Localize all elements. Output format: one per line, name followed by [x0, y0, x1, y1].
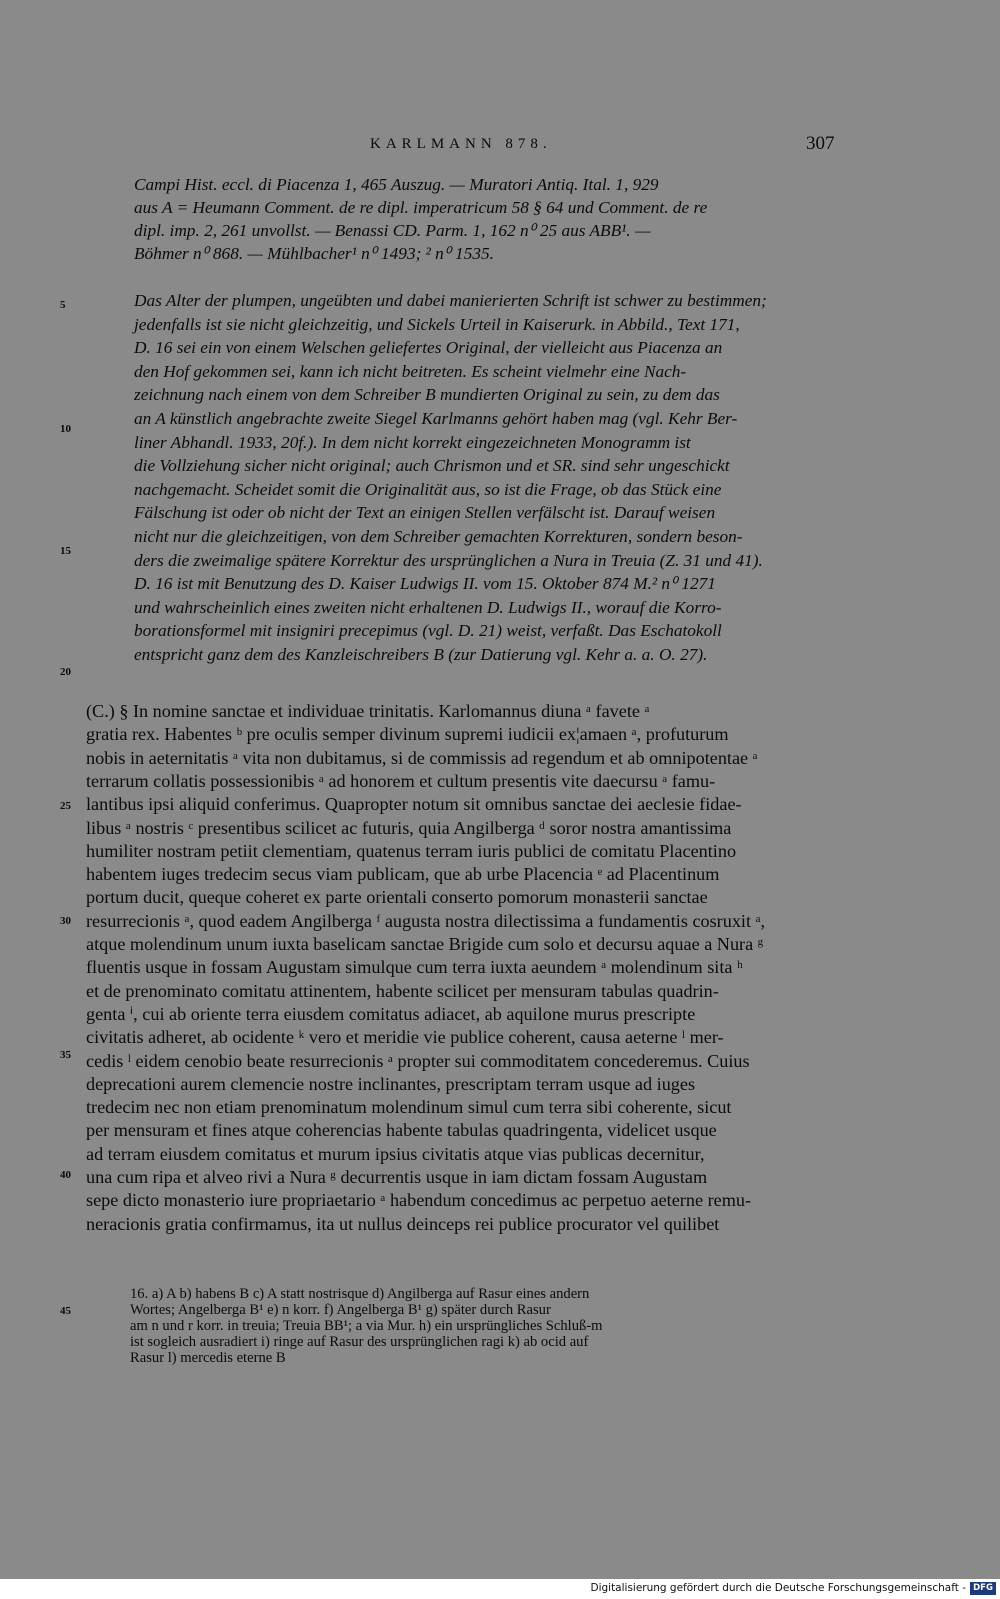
charter-line: atque molendinum unum iuxta baselicam sanctae Brigide cum solo et decursu aquae a Nura ᵍ	[86, 934, 764, 954]
charter-line: habentem iuges tredecim secus viam publicam, que ab urbe Placencia ᵉ ad Placentinum	[86, 864, 720, 885]
commentary-line: die Vollziehung sicher nicht original; auch Chrismon und et SR. sind sehr ungeschickt	[134, 456, 730, 476]
charter-line: civitatis adheret, ab ocidente ᵏ vero et meridie vie publice coherent, causa aeterne ˡ mer-	[86, 1027, 724, 1048]
charter-line: et de prenominato comitatu attinentem, habente scilicet per mensuram tabulas quadrin-	[86, 980, 719, 1001]
charter-line: nobis in aeternitatis ᵃ vita non dubitamus, si de commissis ad regendum et ab omnipotentae ᵃ	[86, 747, 758, 768]
commentary-line: den Hof gekommen sei, kann ich nicht beitreten. Es scheint vielmehr eine Nach-	[134, 361, 687, 381]
charter-line: ad terram eiusdem comitatus et murum ipsius civitatis atque vias publicas decernitur,	[86, 1143, 705, 1164]
commentary-line: D. 16 ist mit Benutzung des D. Kaiser Ludwigs II. vom 15. Oktober 874 M.² n⁰ 1271	[134, 574, 716, 594]
charter-line: (C.) § In nomine sanctae et individuae trinitatis. Karlomannus diuna ᵃ favete ᵃ	[86, 701, 650, 721]
commentary-line: entspricht ganz dem des Kanzleischreibers B (zur Datierung vgl. Kehr a. a. O. 27).	[134, 645, 708, 664]
line-number: 30	[60, 915, 71, 927]
dfg-logo: DFG	[970, 1582, 996, 1595]
charter-line: portum ducit, queque coheret ex parte orientali conserto pomorum monasterii sanctae	[86, 887, 708, 908]
page-number: 307	[806, 133, 835, 154]
line-number: 25	[60, 800, 71, 812]
charter-line: terrarum collatis possessionibis ᵃ ad honorem et cultum presentis vite daecursu ᵃ famu-	[86, 770, 716, 791]
running-head	[0, 133, 1000, 158]
commentary-line: jedenfalls ist sie nicht gleichzeitig, und Sickels Urteil in Kaiserurk. in Abbild., Text 171,	[134, 314, 740, 334]
charter-line: genta ⁱ, cui ab oriente terra eiusdem comitatus adiacet, ab aquilone murus prescripte	[86, 1003, 696, 1024]
footnote-line: Rasur l) mercedis eterne B	[130, 1350, 286, 1366]
line-number: 15	[60, 545, 71, 557]
commentary-line: Fälschung ist oder ob nicht der Text an einigen Stellen verfälscht ist. Darauf weisen	[134, 503, 716, 523]
charter-line: resurrecionis ᵃ, quod eadem Angilberga ᶠ augusta nostra dilectissima a fundamentis cosruxit ᵃ,	[86, 910, 766, 931]
commentary-line: und wahrscheinlich eines zweiten nicht erhaltenen D. Ludwigs II., worauf die Korro-	[134, 597, 722, 617]
running-head-title: KARLMANN 878.	[370, 136, 552, 152]
bibliography-line: dipl. imp. 2, 261 unvollst. — Benassi CD. Parm. 1, 162 n⁰ 25 aus ABB¹. —	[134, 221, 651, 240]
line-number: 5	[60, 299, 66, 311]
charter-line: deprecationi aurem clemencie nostre inclinantes, prescriptam terram usque ad iuges	[86, 1073, 696, 1094]
footnote-line: 16. a) A b) habens B c) A statt nostrisque d) Angilberga auf Rasur eines andern	[130, 1286, 590, 1302]
commentary-line: nicht nur die gleichzeitigen, von dem Schreiber gemachten Korrekturen, sondern beson-	[134, 527, 743, 546]
footnote-line: Wortes; Angelberga B¹ e) n korr. f) Angelberga B¹ g) später durch Rasur	[130, 1302, 551, 1318]
charter-line: per mensuram et fines atque coherencias habente tabulas quadringenta, videlicet usque	[86, 1120, 717, 1141]
bibliography-line: Böhmer n⁰ 868. — Mühlbacher¹ n⁰ 1493; ² n⁰ 1535.	[134, 244, 494, 263]
charter-line: neracionis gratia confirmamus, ita ut nullus deinceps rei publice procurator vel quilibet	[86, 1213, 720, 1234]
commentary-line: zeichnung nach einem von dem Schreiber B mundierten Original zu sein, zu dem das	[134, 385, 720, 405]
footnote-line: am n und r korr. in treuia; Treuia BB¹; a via Mur. h) ein ursprüngliches Schluß-m	[130, 1318, 603, 1334]
line-number: 10	[60, 423, 71, 435]
line-number: 40	[60, 1169, 71, 1181]
charter-line: humiliter nostram petiit clementiam, quatenus terram iuris publici de comitatu Placentino	[86, 840, 737, 861]
footnote-line: ist sogleich ausradiert i) ringe auf Rasur des ursprünglichen ragi k) ab ocid auf	[130, 1334, 589, 1350]
line-number: 20	[60, 666, 71, 678]
line-number: 35	[60, 1049, 71, 1061]
commentary-line: borationsformel mit insigniri precepimus (vgl. D. 21) weist, verfaßt. Das Eschatokoll	[134, 621, 722, 641]
charter-line: fluentis usque in fossam Augustam simulque cum terra iuxta aeundem ᵃ molendinum sita ʰ	[86, 957, 743, 978]
funding-notice: Digitalisierung gefördert durch die Deutsche Forschungsgemeinschaft -	[590, 1582, 966, 1594]
charter-line: gratia rex. Habentes ᵇ pre oculis semper divinum supremi iudicii ex¦amaen ᵃ, profuturum	[86, 724, 729, 745]
charter-line: libus ᵃ nostris ᶜ presentibus scilicet ac futuris, quia Angilberga ᵈ soror nostra amantissima	[86, 817, 732, 838]
bibliography-line: aus A = Heumann Comment. de re dipl. imperatricum 58 § 64 und Comment. de re	[134, 198, 708, 217]
commentary-line: liner Abhandl. 1933, 20f.). In dem nicht korrekt eingezeichneten Monogramm ist	[134, 432, 691, 452]
charter-line: una cum ripa et alveo rivi a Nura ᵍ decurrentis usque in iam dictam fossam Augustam	[86, 1167, 708, 1187]
commentary-line: Das Alter der plumpen, ungeübten und dabei manierierten Schrift ist schwer zu bestimmen;	[134, 291, 767, 310]
charter-line: tredecim nec non etiam prenominatum molendinum simul cum terra sibi coherente, sicut	[86, 1097, 732, 1118]
bibliography-line: Campi Hist. eccl. di Piacenza 1, 465 Auszug. — Muratori Antiq. Ital. 1, 929	[134, 175, 659, 194]
commentary-line: ders die zweimalige spätere Korrektur des ursprünglichen a Nura in Treuia (Z. 31 und 41).	[134, 550, 763, 570]
charter-line: cedis ˡ eidem cenobio beate resurrecionis ᵃ propter sui commoditatem concederemus. Cuius	[86, 1050, 750, 1071]
line-number: 45	[60, 1305, 71, 1317]
commentary-line: nachgemacht. Scheidet somit die Originalität aus, so ist die Frage, ob das Stück eine	[134, 479, 722, 499]
footer-bar	[0, 1579, 1000, 1599]
commentary-line: an A künstlich angebrachte zweite Siegel Karlmanns gehört haben mag (vgl. Kehr Ber-	[134, 409, 738, 428]
charter-line: sepe dicto monasterio iure propriaetario ᵃ habendum concedimus ac perpetuo aeterne remu-	[86, 1190, 752, 1211]
charter-line: lantibus ipsi aliquid conferimus. Quapropter notum sit omnibus sanctae dei aeclesie fidae-	[86, 794, 742, 815]
commentary-line: D. 16 sei ein von einem Welschen geliefertes Original, der vielleicht aus Piacenza an	[134, 338, 723, 358]
